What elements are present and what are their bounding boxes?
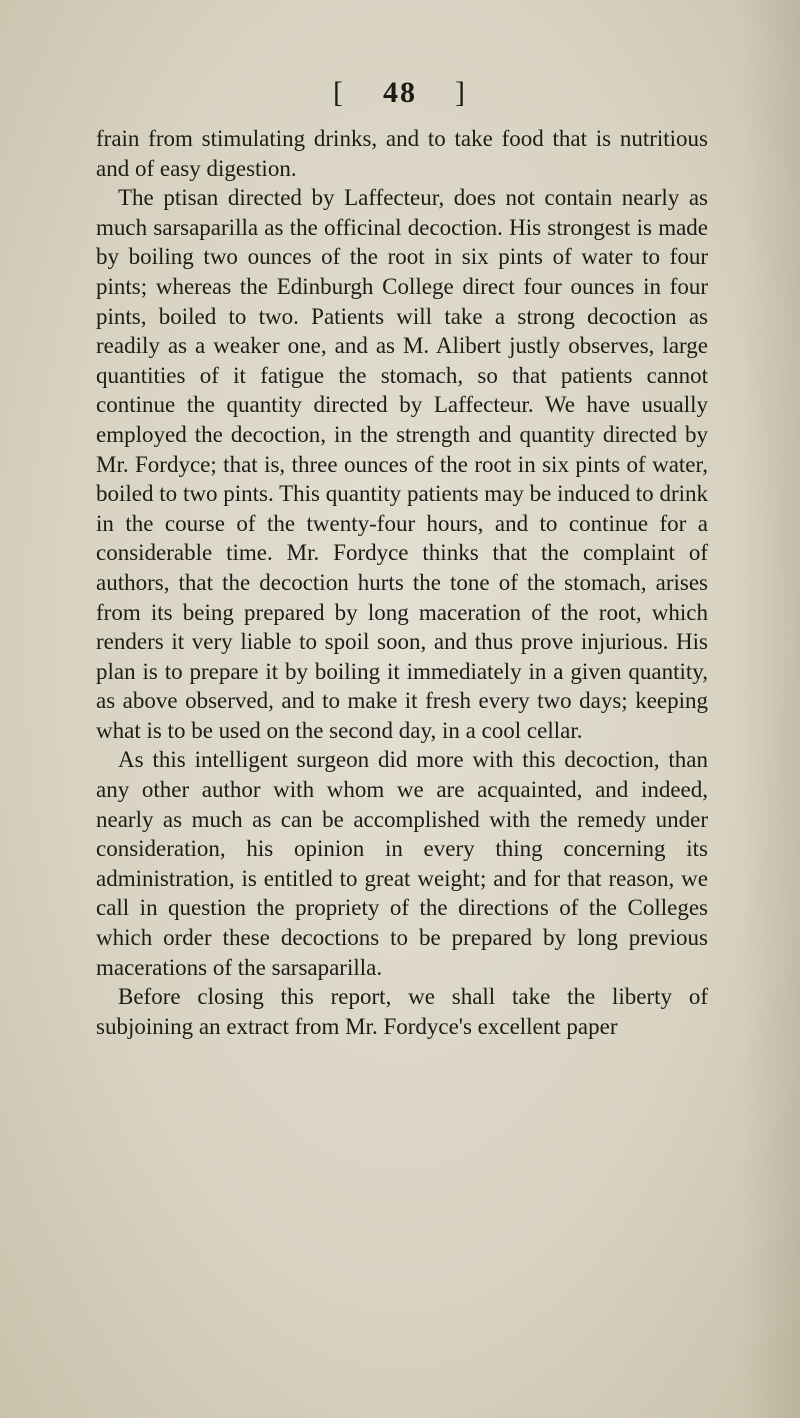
paragraph-surgeon: As this intelligent surgeon did more with this decoction, than any other author with whom we are acquainted, and indeed, nearly as much as can be accomplished with the remedy under consideration, his opinion in every thing concerning its administration, is entitled to great weight; and for that reason, we call in question the propriety of the directions of the Colleges which order these decoctions to be prepared by long previous macerations of the sarsaparilla. — [96, 747, 708, 980]
paragraph-closing: Before closing this report, we shall take the liberty of subjoining an extract from Mr. Fordyce's excellent paper — [96, 984, 708, 1039]
page-number: 48 — [383, 76, 417, 109]
page-edge-shadow — [740, 0, 800, 1418]
body-text — [96, 124, 708, 1041]
page-header — [0, 76, 800, 110]
header-bracket-right: ] — [455, 76, 467, 109]
header-bracket-left: [ — [333, 76, 345, 109]
paragraph-continuation: frain from stimulating drinks, and to take food that is nutritious and of easy digestion. — [96, 126, 708, 181]
paragraph-ptisan: The ptisan directed by Laffecteur, does not contain nearly as much sarsaparilla as the officinal decoction. His strongest is made by boiling two ounces of the root in six pints of water to four pints; whereas the Edinburgh College direct four ounces in four pints, boiled to two. Patients will take a strong decoction as readily as a weaker one, and as M. Alibert justly observes, large quantities of it fatigue the stomach, so that patients cannot continue the quantity directed by Laffecteur. We have usually employed the decoction, in the strength and quantity directed by Mr. Fordyce; that is, three ounces of the root in six pints of water, boiled to two pints. This quantity patients may be induced to drink in the course of the twenty-four hours, and to continue for a considerable time. Mr. Fordyce thinks that the complaint of authors, that the decoction hurts the tone of the stomach, arises from its being prepared by long maceration of the root, which renders it very liable to spoil soon, and thus prove injurious. His plan is to prepare it by boiling it immediately in a given quantity, as above observed, and to make it fresh every two days; keeping what is to be used on the second day, in a cool cellar. — [96, 185, 708, 743]
